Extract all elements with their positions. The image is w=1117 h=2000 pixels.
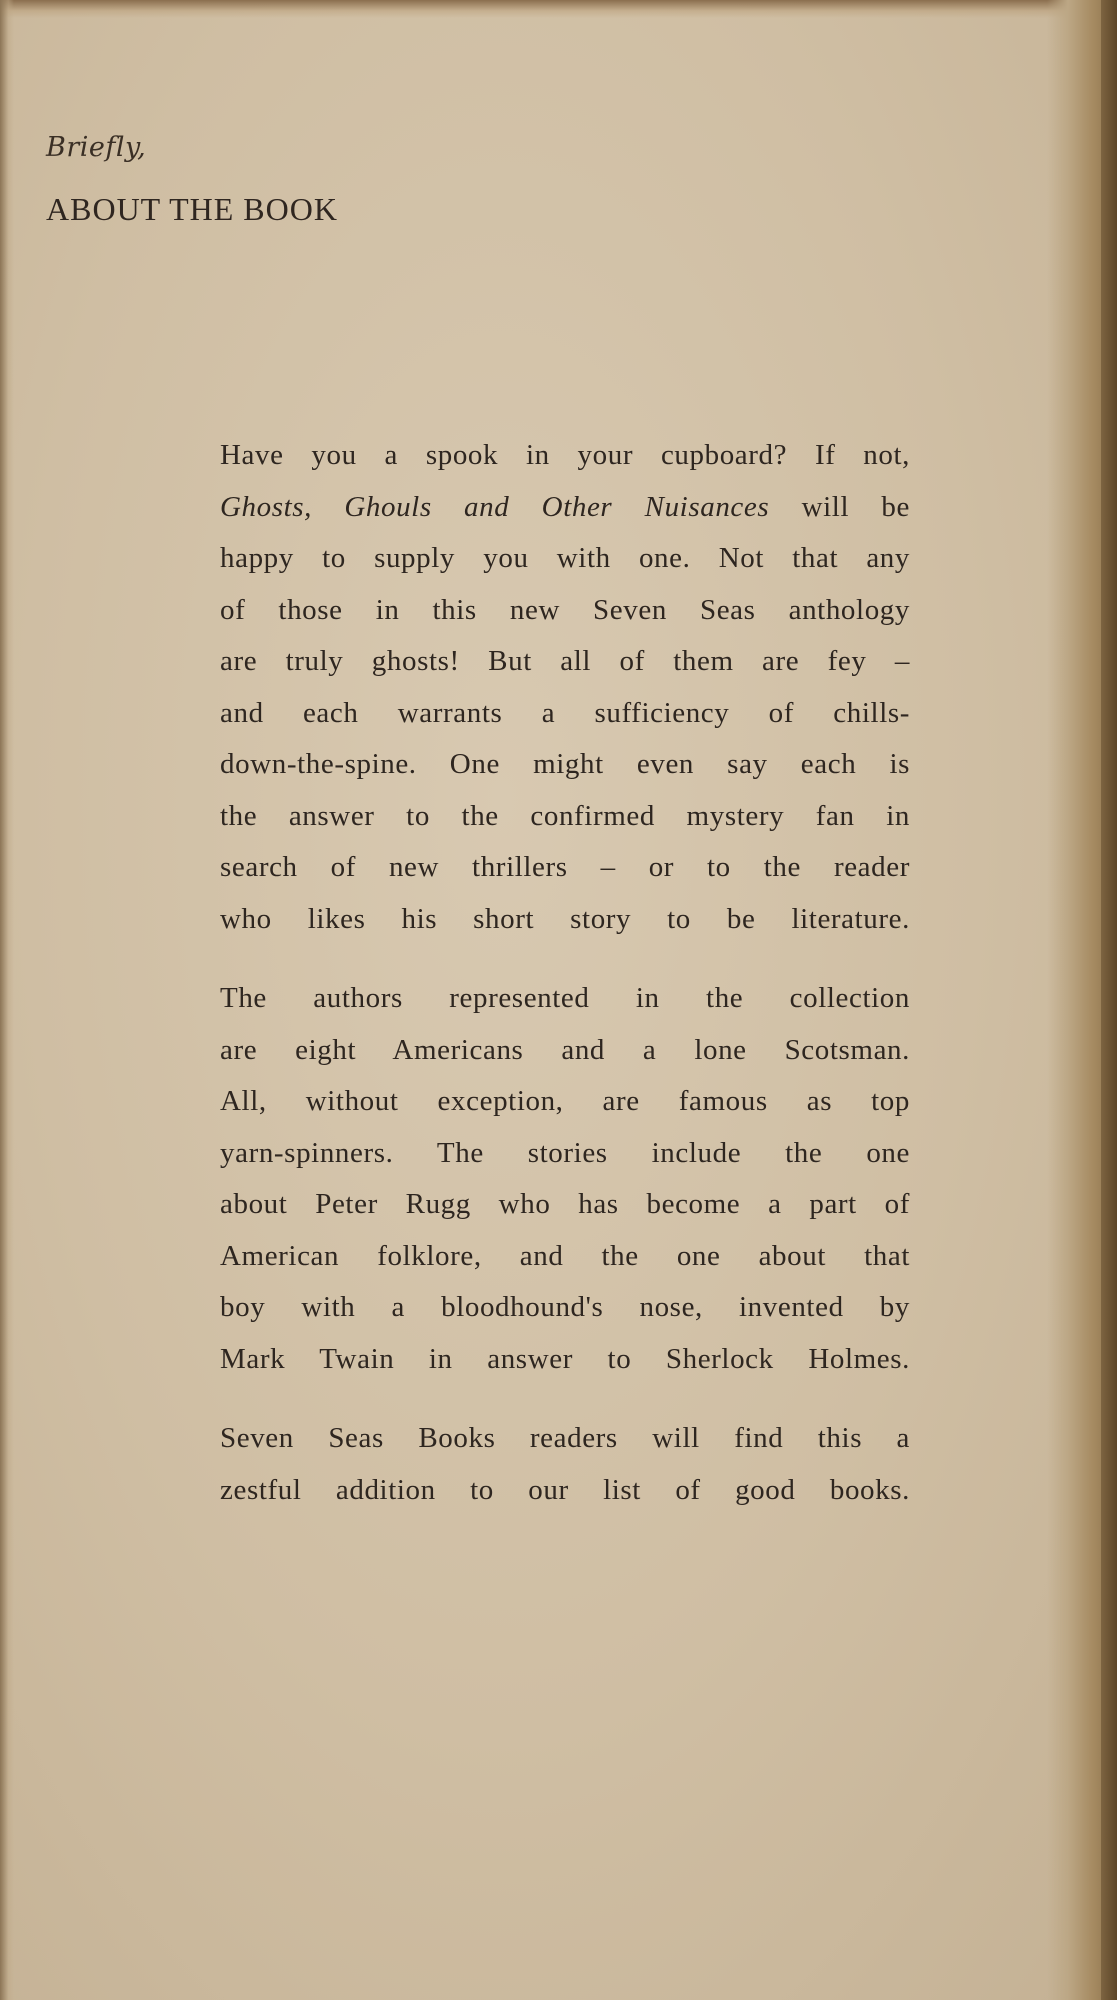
- text-line: zestful addition to our list of good books.: [220, 1473, 910, 1506]
- text-line: of those in this new Seven Seas anthology: [220, 593, 910, 626]
- page-top-shadow: [0, 0, 1117, 18]
- text-line: happy to supply you with one. Not that any: [220, 542, 910, 574]
- text-line: Have you a spook in your cupboard? If not,: [220, 439, 910, 471]
- page-left-shadow: [0, 0, 14, 2000]
- section-title: ABOUT THE BOOK: [46, 191, 338, 227]
- text-line: American folklore, and the one about that: [220, 1239, 910, 1272]
- paragraph-gap: [220, 945, 910, 973]
- text-line: All, without exception, are famous as top: [220, 1085, 910, 1117]
- page-right-edge-dark: [1101, 0, 1117, 2000]
- blurb-body: [220, 430, 910, 1516]
- text-line: and each warrants a sufficiency of chills-: [220, 696, 910, 729]
- text-line: [220, 482, 910, 534]
- blurb-paragraph-1: [220, 430, 910, 945]
- book-title: Ghosts, Ghouls and Other Nuisances: [220, 490, 770, 523]
- text-line: the answer to the confirmed mystery fan in: [220, 799, 910, 832]
- text-line: who likes his short story to be literature.: [220, 902, 910, 935]
- blurb-paragraph-2: [220, 973, 910, 1385]
- text-line: about Peter Rugg who has become a part of: [220, 1188, 910, 1220]
- paragraph-gap: [220, 1385, 910, 1413]
- text-line: down-the-spine. One might even say each is: [220, 748, 910, 780]
- text-line: boy with a bloodhound's nose, invented by: [220, 1291, 910, 1323]
- text-fragment: will be: [769, 490, 910, 523]
- text-line: The authors represented in the collection: [220, 982, 910, 1014]
- blurb-paragraph-3: [220, 1413, 910, 1516]
- text-line: Seven Seas Books readers will find this a: [220, 1422, 910, 1454]
- text-line: are truly ghosts! But all of them are fey –: [220, 645, 910, 677]
- text-line: Mark Twain in answer to Sherlock Holmes.: [220, 1342, 910, 1375]
- section-kicker: Briefly,: [46, 132, 147, 163]
- text-line: search of new thrillers – or to the reader: [220, 851, 910, 883]
- text-line: are eight Americans and a lone Scotsman.: [220, 1033, 910, 1066]
- text-line: yarn-spinners. The stories include the one: [220, 1136, 910, 1169]
